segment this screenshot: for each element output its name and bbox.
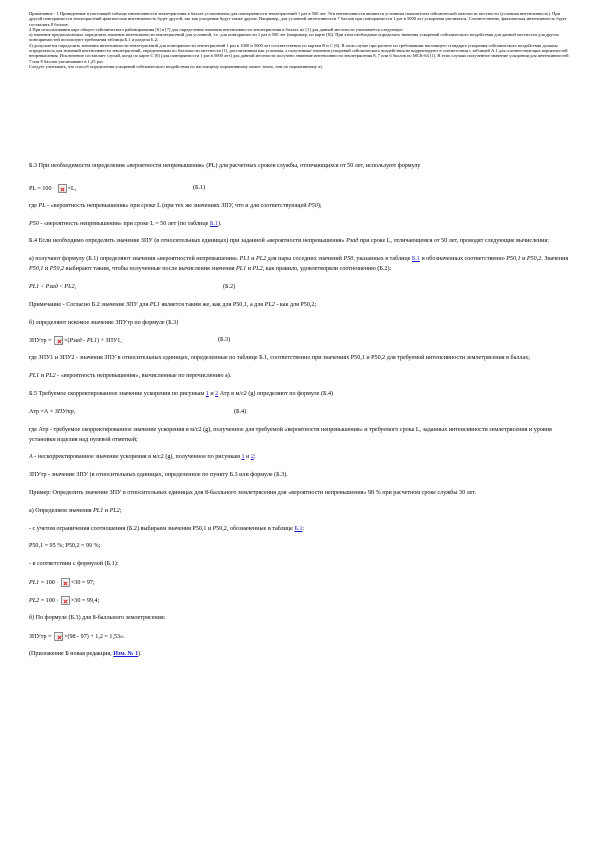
formula-b2: PL1 < Pзад < PL2, (Б.2) xyxy=(29,283,574,293)
example-a: а) Определяем значения PL1 и PL2; xyxy=(29,507,122,514)
example-values: P50,1 = 95 %; P50,2 = 99 %; xyxy=(29,543,101,550)
formula-image-icon xyxy=(61,596,70,605)
formula-b3: ЗПУтр = ×(Pзад - PL1) + ЗПУ1, (Б.3) xyxy=(29,337,231,345)
formula-number: (Б.4) xyxy=(234,408,247,415)
formula-image-icon xyxy=(54,632,63,641)
formula-image-icon xyxy=(58,184,67,193)
paragraph-b3: Б.3 При необходимости определения «вероятности непревышения» (PL) для расчетных сроков службы, отличающихся от 50 лет, используют формулу xyxy=(29,163,421,169)
paragraph-b4: Б.4 Если необходимо определить значение ЗПУ (в относительных единицах) при заданной «вероятности непревышения» Pзад при сроке L, отличающемся от 50 лет, проводят следующие вычисления: xyxy=(29,238,549,245)
note-2a: а) значение предполагаемых определить значение интенсивности землетрясений для условной, т.е. для повторяемости 1 раз в 500 лет (например, по карте [6]). При этом необходимо определить значения ускорений сейсмического воздействия для данной местности для других повторяемостей используют требования таблицы Б.1 и раздела Б.2; xyxy=(29,32,560,43)
example: Пример: Определить значение ЗПУ в относительных единицах для 8-балльного землетрясения для «вероятности непревышения» 98 % при расчетном сроке службы 30 лет. xyxy=(29,489,477,496)
figure-link-2[interactable]: 2 xyxy=(215,390,219,397)
item-a: а) получают формулу (Б.1) определяют значения «вероятностей непревышения» PL1 и PL2 для пары соседних значений P50, указанных в таблице Б.1 и обозначенных соответственно P50,1 и P50,2. Значения P50,1 и P50,2 выбирают таким, чтобы полученные после вычисления значения PL1 и PL2, как правило, удовлетворяли соотношению (Б.2): xyxy=(29,256,569,272)
figure-link-2[interactable]: 2 xyxy=(250,454,254,461)
example-bullet-1: - с учетом ограничения соотношения (Б.2) выбираем значения P50,1 и P50,2, обозначенные в таблице Б.1: xyxy=(29,525,305,532)
formula-number: (Б.2) xyxy=(223,283,236,290)
table-notes xyxy=(29,11,569,69)
formula-number: (Б.1) xyxy=(193,184,206,191)
note-b2: Примечание - Согласно Б.2 значение ЗПУ для PL1 является таким же, как для P50,1, а для PL2 - как для P50,2; xyxy=(29,301,317,308)
example-bullet-2: - в соответствии с формулой (Б.1): xyxy=(29,561,119,568)
formula-image-icon xyxy=(54,336,63,345)
note-1: Примечание - 1 Приведенные в настоящей таблице интенсивности землетрясения в баллах установлены для повторяемости землетрясений 1 раз в 500 лет. Эти интенсивности являются условным показателем сейсмической опасности местности (условная интенсивность). При другой повторяемости землетрясений фактическая интенсивность будет другой, так как ускорения будут также другие. Например, для условной интенсивности 7 баллов при повторяемости 1 раз в 5000 лет ускорения увеличатся. Соответственно, фактическая интенсивность будет составлять 8 баллов. xyxy=(29,11,567,27)
where-pl12: PL1 и PL2 - «вероятность непревышения», вычисленные по перечислению а). xyxy=(29,373,232,380)
amendment-link[interactable]: Изм. № 1 xyxy=(113,650,139,657)
example-b: б) По формуле (Б.3) для 8-балльного землетрясения: xyxy=(29,614,166,621)
appendix-body xyxy=(29,162,574,660)
note-2: 2 При использовании карт общего сейсмического районирования [6] и [7] для определения значения интенсивности землетрясения в баллах по [1] для данной местности учитывается следующее: xyxy=(29,26,404,32)
table-link[interactable]: Б.1 xyxy=(294,525,303,532)
note-2b: б) допускается определить значения интенсивности землетрясений для повторяемости землетрясений 1 раз в 1000 и 5000 лет соответственно по картам В и С [6]. В этом случае при расчете по требованиям настоящего стандарта ускорения сейсмического воздействия должны определяться для значений интенсивности землетрясений, определенным по балльности местности [1], рассчитанным как условная, а полученные значения ускорений сейсмического воздействия не корректируют в соответствии с таблицей А.1 для соответствующих вероятностей непревышения. Исключение составляет случай, когда по карте С [6] (для повторяемости 1 раз в 5000 лет) для данной местности получено значение интенсивности землетрясения 8, 7 или 6 баллов по МСК-64 [1]. В этих случаях полученное значение ускорения для интенсивностей 7 или 8 баллов увеличивают в 1,25 раз. xyxy=(29,42,569,64)
example-pl1: PL1 = 100 · ×30 = 97; xyxy=(29,579,95,586)
where-atr: где Атр - требуемое скорректированное значение ускорения в м/с2 (g), полученное для требуемой «вероятности непревышения» и требуемого срока L, заданных интенсивности землетрясения и уровня установки изделия над нулевой отметкой; xyxy=(29,426,552,443)
note-3: Следует учитывать, что способ определения ускорений сейсмического воздействия по настоящему нормативному может точно, чем по нормативному а). xyxy=(29,63,323,69)
formula-b1: PL = 100 · ×L, (Б.1) xyxy=(29,184,206,192)
example-pl2: PL2 = 100 · ×30 = 99,4; xyxy=(29,597,100,604)
figure-link-1[interactable]: 1 xyxy=(241,454,245,461)
table-link[interactable]: Б.1 xyxy=(209,220,218,227)
item-b: б) определяют искомое значение ЗПУтр по формуле (Б.3) xyxy=(29,319,179,326)
figure-link-1[interactable]: 1 xyxy=(205,390,209,397)
where-p50: P50 - «вероятность непревышения» при сроке L = 50 лет (по таблице Б.1). xyxy=(29,220,222,227)
where-pl: где PL - «вероятность непревышения» при сроке L (при тех же значениях ЗПУ, что и для соответствующей P50); xyxy=(29,202,322,209)
where-zputr: ЗПУтр - значение ЗПУ (в относительных единицах, определенное по пункту Б.3 или формуле (Б.3). xyxy=(29,472,288,479)
paragraph-b5: Б.5 Требуемое скорректированное значение ускорения по рисункам 1 и 2 Атр в м/с2 (g) определяют по формуле (Б.4) xyxy=(29,390,334,397)
where-zpu: где ЗПУ1 и ЗПУ2 - значения ЗПУ в относительных единицах, определенные по таблице Б.1, соответственно при значениях P50,1 и P50,2 для требуемой интенсивности землетрясения в баллах; xyxy=(29,355,530,362)
formula-b4: Атр =А × ЗПУтр, (Б.4) xyxy=(29,408,574,418)
amendment-note: (Приложение Б новая редакция, Изм. № 1). xyxy=(29,650,142,657)
formula-image-icon xyxy=(61,578,70,587)
where-a: А - нескорректированное значение ускорения в м/с2 (g), полученное по рисункам 1 и 2; xyxy=(29,454,256,461)
table-link[interactable]: Б.1 xyxy=(411,256,420,263)
formula-number: (Б.3) xyxy=(218,337,231,344)
example-zputr: ЗПУтр = ×(98 - 97) + 1,2 = 1,53». xyxy=(29,633,125,640)
